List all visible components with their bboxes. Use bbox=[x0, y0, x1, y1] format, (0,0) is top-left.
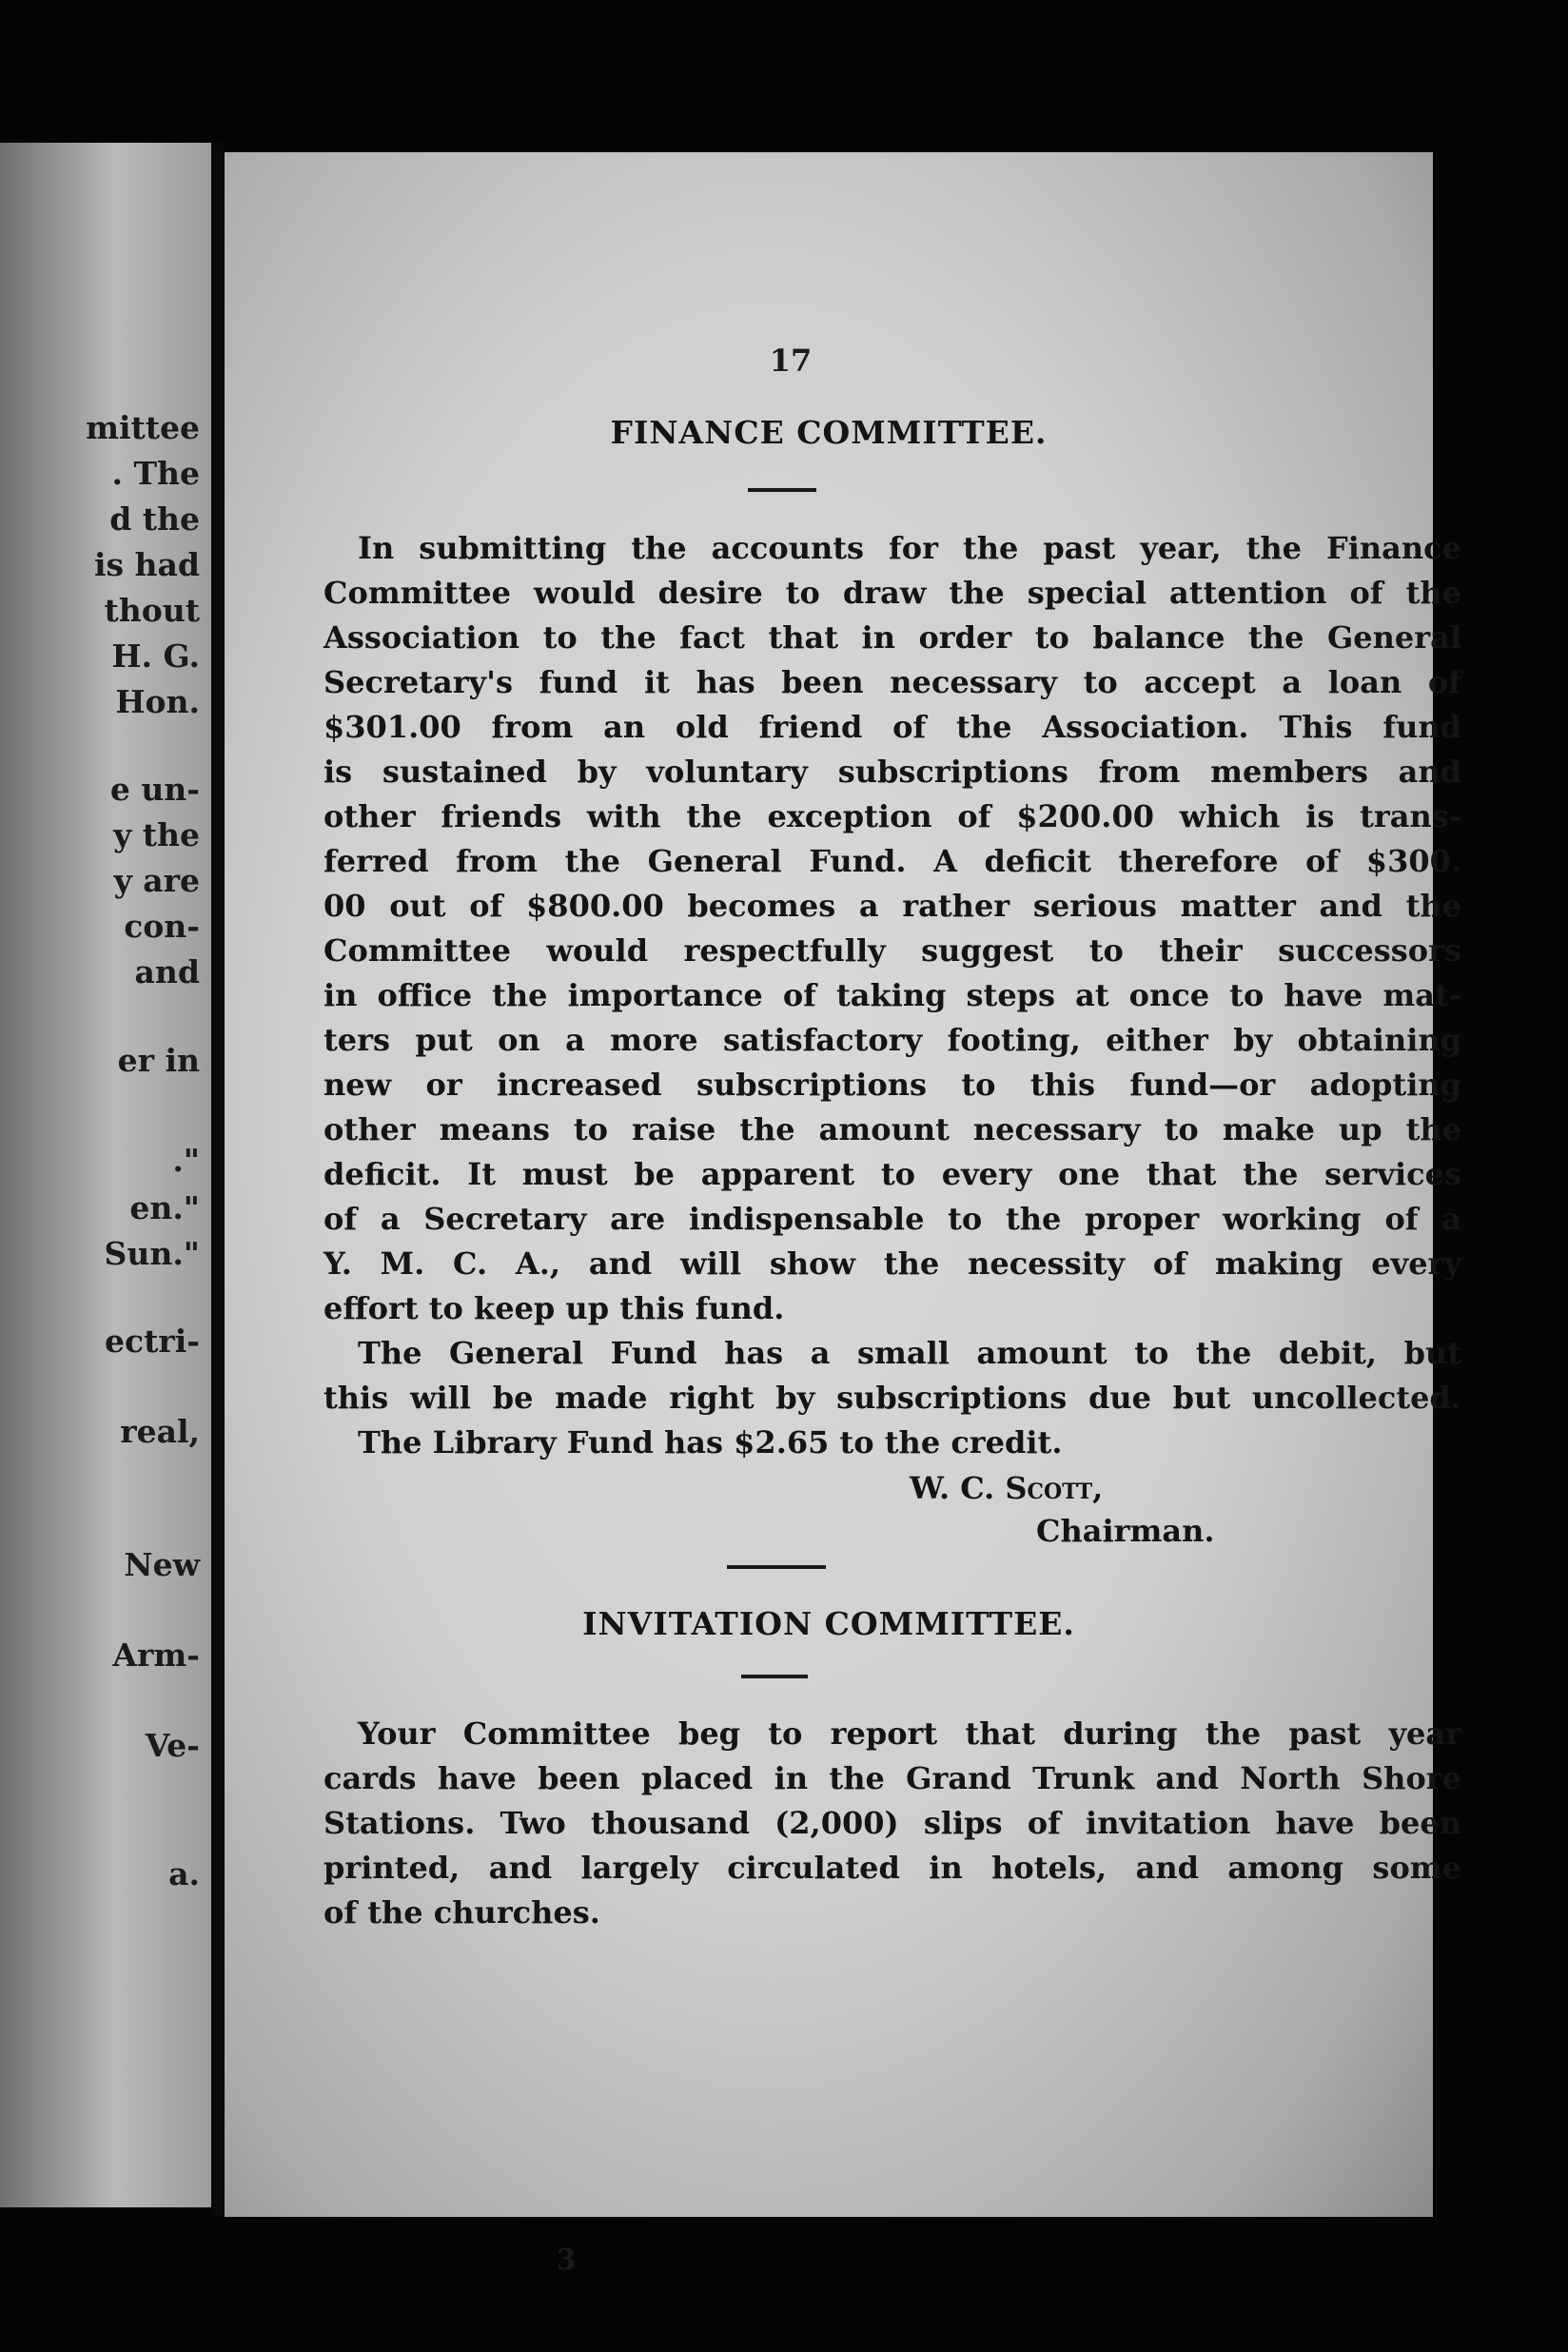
text-line: of a Secretary are indispensable to the proper working of a bbox=[323, 1201, 1461, 1237]
facing-page-text: . The bbox=[111, 455, 200, 492]
facing-page-text: y are bbox=[113, 862, 200, 899]
facing-page-text: ectri- bbox=[105, 1323, 200, 1360]
facing-page-text: e un- bbox=[109, 771, 200, 808]
facing-page-text: y the bbox=[113, 816, 200, 853]
text-line: 00 out of $800.00 becomes a rather serious matter and the bbox=[323, 888, 1461, 924]
page-number: 17 bbox=[769, 343, 813, 379]
section-divider bbox=[727, 1565, 826, 1569]
signature-title: Chairman. bbox=[1036, 1513, 1215, 1549]
text-line: printed, and largely circulated in hotels, and among some bbox=[323, 1850, 1461, 1886]
text-line: In submitting the accounts for the past year, the Finance bbox=[358, 530, 1461, 566]
text-line: Committee would respectfully suggest to their successors bbox=[323, 932, 1461, 969]
heading-rule bbox=[748, 488, 816, 492]
text-line: $301.00 from an old friend of the Association. This fund bbox=[323, 709, 1461, 745]
text-line: of the churches. bbox=[323, 1894, 600, 1931]
text-line: is sustained by voluntary subscriptions from members and bbox=[323, 754, 1461, 790]
facing-page-text: Hon. bbox=[115, 683, 200, 720]
text-line: The General Fund has a small amount to the debit, but bbox=[358, 1335, 1461, 1371]
facing-page-text: a. bbox=[168, 1855, 200, 1892]
facing-page-text: thout bbox=[104, 592, 200, 629]
facing-page-text: con- bbox=[124, 908, 200, 945]
text-line: in office the importance of taking steps at once to have mat- bbox=[323, 977, 1461, 1013]
finance-committee-heading: FINANCE COMMITTEE. bbox=[610, 414, 1048, 451]
facing-page-text: en." bbox=[129, 1189, 200, 1226]
text-line: new or increased subscriptions to this fund—or adopting bbox=[323, 1067, 1461, 1103]
facing-page-text: Ve- bbox=[145, 1727, 200, 1764]
text-line: Association to the fact that in order to balance the General bbox=[323, 619, 1461, 656]
document-page bbox=[225, 152, 1461, 2217]
facing-page-text: New bbox=[124, 1546, 200, 1583]
facing-page-text: mittee bbox=[86, 409, 200, 446]
facing-page-text: H. G. bbox=[111, 637, 200, 675]
signature-name: W. C. Scott, bbox=[910, 1470, 1104, 1506]
text-line: other friends with the exception of $200.00 which is trans- bbox=[323, 798, 1461, 834]
facing-page-text: Sun." bbox=[104, 1235, 200, 1272]
text-line: Your Committee beg to report that during the past year bbox=[358, 1715, 1461, 1752]
facing-page-text: real, bbox=[120, 1413, 200, 1450]
text-line: Y. M. C. A., and will show the necessity of making every bbox=[323, 1245, 1461, 1282]
facing-page-text: and bbox=[134, 953, 200, 990]
page-gutter bbox=[211, 143, 225, 2217]
text-line: deficit. It must be apparent to every one that the services bbox=[323, 1156, 1461, 1192]
text-line: cards have been placed in the Grand Trunk and North Shore bbox=[323, 1760, 1461, 1796]
text-line: Committee would desire to draw the special attention of the bbox=[323, 575, 1461, 611]
heading-rule bbox=[741, 1675, 808, 1678]
facing-page-text: is had bbox=[93, 546, 200, 583]
text-line: The Library Fund has $2.65 to the credit. bbox=[358, 1424, 1063, 1460]
text-line: other means to raise the amount necessary to make up the bbox=[323, 1111, 1461, 1147]
facing-page-text: d the bbox=[109, 500, 200, 538]
text-line: ters put on a more satisfactory footing, either by obtaining bbox=[323, 1022, 1461, 1058]
text-line: this will be made right by subscriptions due but uncollected. bbox=[323, 1380, 1461, 1416]
text-line: Secretary's fund it has been necessary to accept a loan of bbox=[323, 664, 1461, 700]
facing-page-fragment bbox=[0, 143, 211, 2207]
invitation-committee-heading: INVITATION COMMITTEE. bbox=[582, 1605, 1075, 1642]
facing-page-text: er in bbox=[117, 1042, 200, 1079]
facing-page-text: Arm- bbox=[112, 1637, 200, 1674]
text-line: ferred from the General Fund. A deficit therefore of $300. bbox=[323, 843, 1461, 879]
text-line: Stations. Two thousand (2,000) slips of invitation have been bbox=[323, 1805, 1461, 1841]
facing-page-text: ." bbox=[172, 1142, 200, 1179]
signature-mark: 3 bbox=[556, 2244, 577, 2277]
text-line: effort to keep up this fund. bbox=[323, 1290, 785, 1326]
